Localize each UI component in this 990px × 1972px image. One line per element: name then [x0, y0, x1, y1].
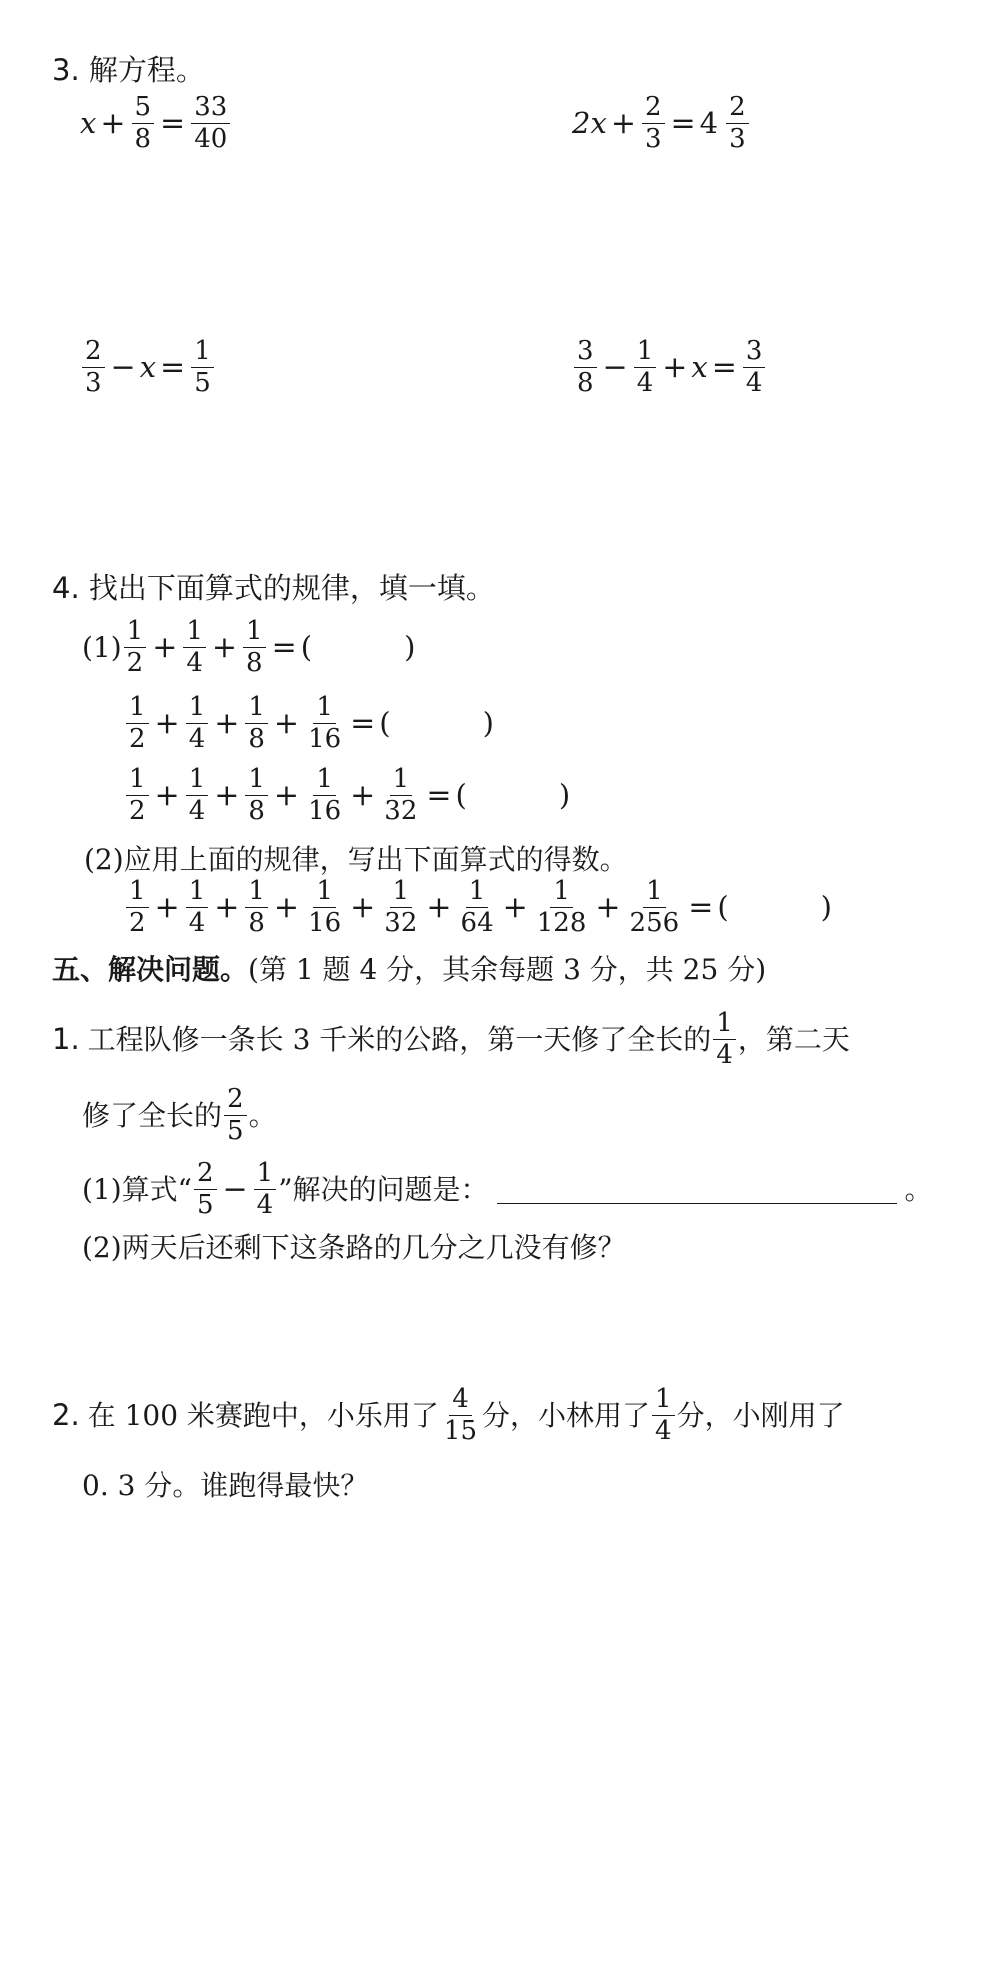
answer-paren-right: ) [482, 706, 494, 741]
plus-sign: + [214, 705, 240, 741]
plus-sign: + [214, 777, 240, 813]
fraction [534, 878, 590, 938]
q3-number: 3. [52, 53, 80, 87]
minus-sign: − [602, 349, 628, 385]
denominator: 3 [729, 124, 746, 155]
numerator: 1 [254, 1160, 277, 1190]
fraction [132, 94, 155, 154]
denominator: 4 [188, 908, 206, 939]
denominator: 8 [577, 368, 594, 399]
fraction [245, 878, 268, 938]
fraction [642, 94, 665, 154]
denominator: 40 [194, 124, 228, 155]
numerator: 1 [390, 878, 413, 908]
equation-4 [572, 338, 767, 398]
section-5-heading [52, 948, 766, 988]
fraction [574, 338, 597, 398]
numerator: 33 [191, 94, 230, 124]
answer-line[interactable] [497, 1175, 897, 1204]
numerator: 1 [245, 766, 268, 796]
numerator: 1 [191, 338, 214, 368]
sub-question-text: 。 [904, 1172, 933, 1206]
plus-sign: + [662, 349, 688, 385]
minus-sign: − [110, 349, 136, 385]
numerator: 3 [574, 338, 597, 368]
q4-part2-text: (2)应用上面的规律，写出下面算式的得数。 [84, 843, 628, 876]
problem-1-line-2 [82, 1086, 277, 1146]
fraction [126, 766, 149, 826]
numerator: 1 [652, 1386, 675, 1416]
numerator: 1 [183, 618, 206, 648]
answer-paren-left: ( [300, 630, 313, 665]
numerator: 1 [186, 878, 209, 908]
plus-sign: + [610, 105, 636, 141]
answer-paren-left: ( [379, 706, 391, 741]
equals-sign: = [350, 705, 376, 741]
denominator: 4 [655, 1416, 672, 1447]
numerator: 1 [466, 878, 489, 908]
denominator: 4 [188, 724, 206, 755]
denominator: 16 [308, 908, 342, 939]
problem-2-text: 分，小刚用了 [676, 1398, 845, 1432]
fraction [126, 694, 149, 754]
fraction [126, 878, 149, 938]
fraction [441, 1386, 480, 1446]
denominator: 5 [196, 1190, 214, 1221]
equals-sign: = [711, 349, 737, 385]
numerator: 2 [642, 94, 665, 124]
section-5-title: 五、解决问题。 [52, 953, 249, 986]
plus-sign: + [350, 889, 376, 925]
plus-sign: + [273, 889, 300, 925]
problem-2-line-1 [52, 1386, 845, 1446]
denominator: 16 [308, 724, 342, 755]
fraction [634, 338, 657, 398]
sub-question-text: ”解决的问题是： [278, 1172, 489, 1206]
numerator: 1 [243, 618, 266, 648]
problem-2-text: 在 100 米赛跑中，小乐用了 [87, 1398, 439, 1432]
fraction [726, 94, 749, 154]
numerator: 4 [449, 1386, 472, 1416]
denominator: 4 [186, 648, 203, 679]
plus-sign: + [154, 777, 180, 813]
numerator: 1 [313, 694, 336, 724]
equals-sign: = [160, 105, 186, 141]
denominator: 4 [188, 796, 206, 827]
fraction [186, 694, 209, 754]
answer-paren-left: ( [717, 890, 729, 925]
denominator: 64 [460, 908, 494, 939]
denominator: 8 [248, 908, 265, 939]
var-2x: 2x [572, 106, 607, 141]
denominator: 4 [256, 1190, 274, 1221]
fraction [305, 694, 344, 754]
fraction [124, 618, 147, 678]
fraction [191, 338, 214, 398]
pattern-line-2 [124, 694, 494, 754]
fraction [627, 878, 683, 938]
numerator: 1 [186, 766, 209, 796]
denominator: 2 [129, 796, 146, 827]
numerator: 1 [634, 338, 657, 368]
answer-paren-right: ) [820, 890, 832, 925]
q3-heading [52, 48, 205, 89]
equals-sign: = [688, 889, 714, 925]
denominator: 2 [129, 908, 146, 939]
problem-1-text: ，第二天 [737, 1022, 850, 1056]
equals-sign: = [426, 777, 452, 813]
equation-3 [80, 338, 216, 398]
denominator: 256 [629, 908, 680, 939]
problem-1-line-1 [52, 1010, 850, 1070]
numerator: 1 [245, 694, 268, 724]
var-x: x [691, 350, 708, 385]
equation-1 [80, 94, 232, 154]
numerator: 2 [194, 1160, 217, 1190]
equals-sign: = [271, 629, 297, 665]
plus-sign: + [100, 105, 126, 141]
q4-number: 4. [52, 571, 80, 605]
fraction [381, 878, 420, 938]
numerator: 1 [550, 878, 573, 908]
fraction [652, 1386, 675, 1446]
numerator: 3 [743, 338, 766, 368]
numerator: 1 [186, 694, 209, 724]
plus-sign: + [273, 705, 300, 741]
denominator: 2 [129, 724, 146, 755]
problem-1-text: 修了全长的 [82, 1098, 223, 1132]
denominator: 8 [248, 724, 265, 755]
equals-sign: = [670, 105, 696, 141]
numerator: 1 [124, 618, 147, 648]
fraction [186, 878, 209, 938]
problem-2-line-2: 0. 3 分。谁跑得最快？ [82, 1469, 369, 1502]
problem-1-text: 工程队修一条长 3 千米的公路，第一天修了全长的 [87, 1022, 712, 1056]
numerator: 1 [713, 1010, 736, 1040]
plus-sign: + [154, 705, 180, 741]
fraction [194, 1160, 217, 1220]
denominator: 3 [85, 368, 102, 399]
denominator: 4 [716, 1040, 733, 1071]
pattern-line-4 [124, 878, 832, 938]
numerator: 1 [126, 766, 149, 796]
sub-question-text: (1)算式“ [82, 1172, 192, 1206]
minus-sign: − [222, 1171, 248, 1207]
fraction [305, 878, 344, 938]
plus-sign: + [211, 629, 238, 665]
denominator: 3 [644, 124, 662, 155]
denominator: 4 [745, 368, 763, 399]
numerator: 1 [126, 878, 149, 908]
fraction [186, 766, 209, 826]
denominator: 32 [384, 796, 418, 827]
plus-sign: + [152, 629, 178, 665]
denominator: 8 [246, 648, 263, 679]
fraction [254, 1160, 277, 1220]
section-5-points: (第 1 题 4 分，其余每题 3 分，共 25 分) [248, 953, 767, 986]
numerator: 5 [132, 94, 155, 124]
pattern-line-3 [124, 766, 570, 826]
problem-2-text: 分，小林用了 [482, 1398, 651, 1432]
numerator: 1 [390, 766, 413, 796]
plus-sign: + [426, 889, 452, 925]
answer-paren-left: ( [455, 778, 467, 813]
q3-title: 解方程。 [88, 53, 205, 87]
numerator: 1 [643, 878, 666, 908]
denominator: 128 [536, 908, 587, 939]
numerator: 2 [726, 94, 749, 124]
denominator: 8 [248, 796, 265, 827]
numerator: 1 [313, 878, 336, 908]
denominator: 32 [384, 908, 418, 939]
equals-sign: = [160, 349, 186, 385]
denominator: 4 [636, 368, 654, 399]
problem-1-text: 。 [248, 1098, 277, 1132]
problem-1-sub-1 [82, 1160, 933, 1220]
fraction [305, 766, 344, 826]
fraction [82, 338, 105, 398]
problem-1-number: 1. [52, 1022, 80, 1057]
fraction [224, 1086, 247, 1146]
fraction [458, 878, 497, 938]
fraction [381, 766, 420, 826]
numerator: 2 [224, 1086, 247, 1116]
denominator: 8 [134, 124, 152, 155]
pattern-line-1 [82, 618, 415, 678]
fraction [245, 766, 268, 826]
fraction [183, 618, 206, 678]
denominator: 5 [227, 1116, 244, 1147]
problem-2-number: 2. [52, 1398, 80, 1433]
denominator: 16 [308, 796, 342, 827]
plus-sign: + [350, 777, 376, 813]
answer-paren-right: ) [558, 778, 571, 813]
fraction [713, 1010, 736, 1070]
part-label: (1) [82, 630, 122, 664]
var-x: x [139, 350, 157, 385]
numerator: 1 [126, 694, 149, 724]
denominator: 15 [443, 1416, 478, 1447]
plus-sign: + [214, 889, 240, 925]
fraction [191, 94, 230, 154]
plus-sign: + [595, 889, 621, 925]
var-x: x [80, 106, 97, 141]
numerator: 1 [245, 878, 268, 908]
fraction [245, 694, 268, 754]
fraction [743, 338, 766, 398]
numerator: 1 [313, 766, 336, 796]
fraction [243, 618, 266, 678]
problem-1-sub-2: (2)两天后还剩下这条路的几分之几没有修？ [82, 1231, 626, 1264]
whole-number: 4 [699, 106, 719, 141]
q4-title: 找出下面算式的规律，填一填。 [88, 571, 495, 605]
answer-paren-right: ) [404, 630, 416, 665]
numerator: 2 [82, 338, 105, 368]
plus-sign: + [273, 777, 300, 813]
denominator: 5 [194, 368, 211, 399]
plus-sign: + [154, 889, 180, 925]
plus-sign: + [502, 889, 528, 925]
equation-2 [572, 94, 751, 154]
denominator: 2 [126, 648, 144, 679]
q4-heading [52, 566, 495, 607]
